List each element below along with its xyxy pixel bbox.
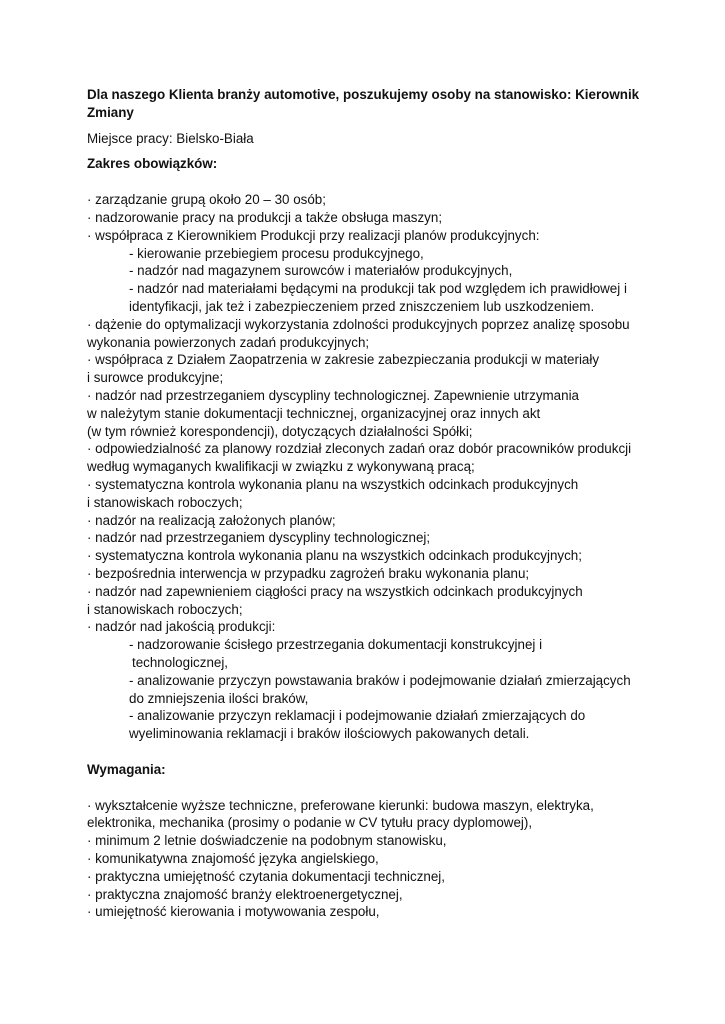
duty-line: wykonania powierzonych zadań produkcyjnych; [87,334,370,350]
duty-line: · systematyczna kontrola wykonania planu na wszystkich odcinkach produkcyjnych; [87,548,582,564]
duty-line: według wymaganych kwalifikacji w związku z wykonywaną pracą; [87,459,475,475]
duty-line: i stanowiskach roboczych; [87,494,243,510]
duty-line: · nadzór nad przestrzeganiem dyscypliny technologicznej. Zapewnienie utrzymania [87,387,579,403]
duty-line: · odpowiedzialność za planowy rozdział zleconych zadań oraz dobór pracowników produkcji [87,441,632,457]
requirement-line: · umiejętność kierowania i motywowania zespołu, [87,904,380,920]
duty-line: · zarządzanie grupą około 20 – 30 osób; [87,192,326,208]
duty-subline: identyfikacji, jak też i zabezpieczeniem przed zniszczeniem lub uszkodzeniem. [129,298,595,314]
duty-line: (w tym również korespondencji), dotyczących działalności Spółki; [87,423,473,439]
requirement-line: · praktyczna znajomość branży elektroenergetycznej, [87,886,403,902]
duty-line: · nadzór nad jakością produkcji: [87,619,276,635]
duty-line: · nadzorowanie pracy na produkcji a także obsługa maszyn; [87,209,443,225]
requirement-line: · wykształcenie wyższe techniczne, preferowane kierunki: budowa maszyn, elektryka, [87,797,594,813]
duty-line: w należytym stanie dokumentacji technicznej, organizacyjnej oraz innych akt [87,405,541,421]
duty-line: · nadzór nad zapewnieniem ciągłości pracy na wszystkich odcinkach produkcyjnych [87,583,583,599]
requirement-line: · komunikatywna znajomość języka angielskiego, [87,851,379,867]
requirement-line: · minimum 2 letnie doświadczenie na podobnym stanowisku, [87,833,447,849]
duty-line: · współpraca z Kierownikiem Produkcji przy realizacji planów produkcyjnych: [87,227,540,243]
duty-subline: - nadzorowanie ścisłego przestrzegania dokumentacji konstrukcyjnej i [129,637,543,653]
duty-subline: - analizowanie przyczyn powstawania braków i podejmowanie działań zmierzających [129,672,631,688]
duty-subline: - analizowanie przyczyn reklamacji i podejmowanie działań zmierzających do [129,708,586,724]
duty-subline: - nadzór nad magazynem surowców i materiałów produkcyjnych, [129,263,513,279]
requirement-line: · praktyczna umiejętność czytania dokumentacji technicznej, [87,868,445,884]
requirement-line: elektronika, mechanika (prosimy o podanie w CV tytułu pracy dyplomowej), [87,815,533,831]
work-location: Miejsce pracy: Bielsko-Biała [87,130,254,146]
requirements-list [87,797,687,922]
title-line: Zmiany [87,104,134,120]
duty-line: · systematyczna kontrola wykonania planu na wszystkich odcinkach produkcyjnych [87,476,579,492]
job-offer-document [87,86,687,921]
title-line: Dla naszego Klienta branży automotive, poszukujemy osoby na stanowisko: Kierownik [87,87,640,102]
duty-subline: do zmniejszenia ilości braków, [129,690,309,706]
job-title [87,86,687,122]
duties-list [87,191,687,743]
requirements-heading: Wymagania: [87,761,166,777]
duty-subline: wyeliminowania reklamacji i braków ilościowych pakowanych detali. [129,726,530,742]
duty-line: · współpraca z Działem Zaopatrzenia w zakresie zabezpieczania produkcji w materiały [87,352,600,368]
duty-line: i stanowiskach roboczych; [87,601,243,617]
duty-line: · bezpośrednia interwencja w przypadku zagrożeń braku wykonania planu; [87,565,530,581]
duty-subline: - nadzór nad materiałami będącymi na produkcji tak pod względem ich prawidłowej i [129,281,627,297]
duty-line: · nadzór nad przestrzeganiem dyscypliny technologicznej; [87,530,431,546]
duty-subline: technologicznej, [132,654,229,670]
duty-subline: - kierowanie przebiegiem procesu produkcyjnego, [129,245,424,261]
duty-line: · nadzór na realizacją założonych planów; [87,512,336,528]
duties-heading: Zakres obowiązków: [87,156,218,172]
duty-line: · dążenie do optymalizacji wykorzystania zdolności produkcyjnych poprzez analizę sposobu [87,316,630,332]
duty-line: i surowce produkcyjne; [87,370,224,386]
